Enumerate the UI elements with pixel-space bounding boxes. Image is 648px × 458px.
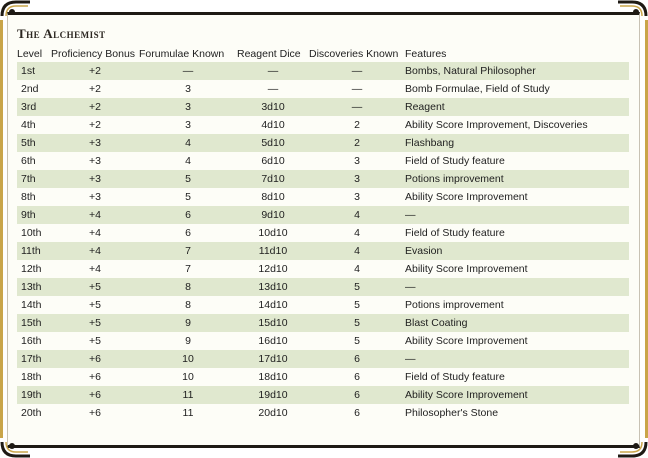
cell-reagent: 6d10 <box>261 155 285 167</box>
cell-level: 6th <box>21 155 36 167</box>
table-row <box>17 314 629 332</box>
table-row <box>17 296 629 314</box>
cell-features: Ability Score Improvement <box>405 263 528 275</box>
cell-discoveries: 6 <box>309 386 405 404</box>
cell-discoveries: 3 <box>354 155 360 167</box>
cell-features: Ability Score Improvement <box>405 191 528 203</box>
cell-discoveries: 5 <box>354 299 360 311</box>
table-row <box>17 224 629 242</box>
cell-proficiency: +4 <box>89 263 101 275</box>
cell-formulae: 3 <box>185 119 191 131</box>
cell-reagent: 8d10 <box>261 191 285 203</box>
cell-features: Bomb Formulae, Field of Study <box>405 83 550 95</box>
cell-level: 1st <box>17 62 51 80</box>
table-row <box>17 404 629 422</box>
cell-formulae: 5 <box>139 170 237 188</box>
corner-ornament-top-left <box>2 2 30 16</box>
cell-features: Ability Score Improvement, Discoveries <box>405 119 588 131</box>
table-row <box>17 152 629 170</box>
cell-reagent: 12d10 <box>258 263 288 275</box>
cell-proficiency: +2 <box>89 83 101 95</box>
cell-features: Potions improvement <box>405 170 629 188</box>
table-row <box>17 116 629 134</box>
cell-reagent: 17d10 <box>237 350 309 368</box>
cell-formulae: 9 <box>139 314 237 332</box>
cell-proficiency: +6 <box>51 386 139 404</box>
cell-features: Flashbang <box>405 134 629 152</box>
cell-proficiency: +3 <box>51 134 139 152</box>
table-row <box>17 368 629 386</box>
cell-formulae: 4 <box>185 155 191 167</box>
table-row <box>17 134 629 152</box>
cell-formulae: 6 <box>185 227 191 239</box>
cell-discoveries: — <box>309 98 405 116</box>
cell-reagent: 5d10 <box>237 134 309 152</box>
cell-level: 2nd <box>21 83 39 95</box>
cell-reagent: — <box>237 62 309 80</box>
cell-formulae: 11 <box>139 386 237 404</box>
header-proficiency: Proficiency Bonus <box>51 48 136 60</box>
cell-reagent: 16d10 <box>258 335 288 347</box>
cell-features: Ability Score Improvement <box>405 386 629 404</box>
cell-level: 9th <box>17 206 51 224</box>
cell-reagent: 11d10 <box>237 242 309 260</box>
cell-features: Blast Coating <box>405 314 629 332</box>
cell-discoveries: 3 <box>354 191 360 203</box>
cell-proficiency: +5 <box>89 335 101 347</box>
cell-reagent: 10d10 <box>258 227 288 239</box>
cell-reagent: 14d10 <box>258 299 288 311</box>
cell-discoveries: 4 <box>354 227 360 239</box>
cell-reagent: 7d10 <box>237 170 309 188</box>
cell-formulae: 3 <box>139 98 237 116</box>
cell-level: 17th <box>17 350 51 368</box>
cell-formulae: 8 <box>185 299 191 311</box>
cell-formulae: 10 <box>182 371 194 383</box>
cell-reagent: 19d10 <box>237 386 309 404</box>
header-discoveries: Discoveries Known <box>309 48 399 60</box>
cell-discoveries: 5 <box>354 335 360 347</box>
cell-features: — <box>405 206 629 224</box>
cell-discoveries: 4 <box>354 263 360 275</box>
cell-features: Philosopher's Stone <box>405 407 499 419</box>
cell-formulae: 7 <box>139 242 237 260</box>
header-reagent: Reagent Dice <box>237 48 301 60</box>
table-body <box>17 62 629 422</box>
cell-level: 3rd <box>17 98 51 116</box>
table-row <box>17 62 629 80</box>
cell-features: Bombs, Natural Philosopher <box>405 62 629 80</box>
header-formulae: Forumulae Known <box>139 48 225 60</box>
cell-features: Field of Study feature <box>405 371 505 383</box>
cell-proficiency: +6 <box>51 350 139 368</box>
cell-discoveries: 5 <box>309 314 405 332</box>
cell-formulae: 10 <box>139 350 237 368</box>
header-level: Level <box>17 48 43 60</box>
cell-features: — <box>405 350 629 368</box>
cell-features: Field of Study feature <box>405 155 505 167</box>
cell-proficiency: +2 <box>51 98 139 116</box>
cell-proficiency: +6 <box>89 371 101 383</box>
table-row <box>17 386 629 404</box>
cell-level: 8th <box>21 191 36 203</box>
cell-proficiency: +3 <box>89 191 101 203</box>
cell-discoveries: 4 <box>309 242 405 260</box>
cell-formulae: 11 <box>182 407 194 419</box>
cell-level: 16th <box>21 335 42 347</box>
cell-proficiency: +5 <box>89 299 101 311</box>
cell-proficiency: +4 <box>89 227 101 239</box>
cell-formulae: — <box>139 62 237 80</box>
table-row <box>17 278 629 296</box>
cell-formulae: 5 <box>185 191 191 203</box>
cell-level: 5th <box>17 134 51 152</box>
cell-proficiency: +6 <box>89 407 101 419</box>
cell-features: Field of Study feature <box>405 227 505 239</box>
cell-proficiency: +3 <box>89 155 101 167</box>
cell-discoveries: 6 <box>354 371 360 383</box>
cell-discoveries: 2 <box>354 119 360 131</box>
cell-proficiency: +4 <box>51 206 139 224</box>
cell-level: 13th <box>17 278 51 296</box>
cell-discoveries: — <box>351 83 363 95</box>
cell-proficiency: +5 <box>51 314 139 332</box>
cell-level: 12th <box>21 263 42 275</box>
table-row <box>17 188 629 206</box>
table-row <box>17 350 629 368</box>
cell-proficiency: +3 <box>51 170 139 188</box>
cell-reagent: 9d10 <box>237 206 309 224</box>
cell-formulae: 3 <box>185 83 191 95</box>
corner-ornament-top-right <box>618 2 646 16</box>
table-row <box>17 98 629 116</box>
cell-features: Reagent <box>405 98 629 116</box>
cell-formulae: 7 <box>185 263 191 275</box>
cell-discoveries: 3 <box>309 170 405 188</box>
cell-formulae: 9 <box>185 335 191 347</box>
cell-level: 10th <box>21 227 42 239</box>
cell-features: Potions improvement <box>405 299 504 311</box>
cell-reagent: 18d10 <box>258 371 288 383</box>
cell-reagent: 3d10 <box>237 98 309 116</box>
header-features: Features <box>405 48 447 60</box>
corner-ornament-bottom-left <box>2 442 30 456</box>
cell-proficiency: +5 <box>51 278 139 296</box>
left-edge-strip <box>0 20 3 438</box>
cell-level: 20th <box>21 407 42 419</box>
cell-level: 14th <box>21 299 42 311</box>
cell-discoveries: 5 <box>309 278 405 296</box>
cell-discoveries: 2 <box>309 134 405 152</box>
cell-discoveries: — <box>309 62 405 80</box>
cell-reagent: 13d10 <box>237 278 309 296</box>
cell-level: 18th <box>21 371 42 383</box>
cell-level: 19th <box>17 386 51 404</box>
alchemist-table <box>17 46 629 422</box>
cell-formulae: 4 <box>139 134 237 152</box>
table-row <box>17 260 629 278</box>
cell-reagent: 4d10 <box>261 119 285 131</box>
cell-discoveries: 6 <box>309 350 405 368</box>
table-header-row <box>17 46 629 62</box>
table-row <box>17 242 629 260</box>
cell-proficiency: +2 <box>51 62 139 80</box>
cell-discoveries: 4 <box>309 206 405 224</box>
cell-level: 4th <box>21 119 36 131</box>
table-row <box>17 80 629 98</box>
table-title: The Alchemist <box>17 26 106 41</box>
cell-discoveries: 6 <box>354 407 360 419</box>
table-row <box>17 332 629 350</box>
cell-level: 11th <box>17 242 51 260</box>
cell-proficiency: +2 <box>89 119 101 131</box>
table-row <box>17 170 629 188</box>
cell-proficiency: +4 <box>51 242 139 260</box>
cell-level: 7th <box>17 170 51 188</box>
cell-level: 15th <box>17 314 51 332</box>
cell-features: Ability Score Improvement <box>405 335 528 347</box>
table-row <box>17 206 629 224</box>
cell-formulae: 8 <box>139 278 237 296</box>
cell-features: Evasion <box>405 242 629 260</box>
cell-features: — <box>405 278 629 296</box>
cell-reagent: — <box>267 83 279 95</box>
cell-reagent: 15d10 <box>237 314 309 332</box>
cell-formulae: 6 <box>139 206 237 224</box>
cell-reagent: 20d10 <box>258 407 288 419</box>
corner-ornament-bottom-right <box>618 442 646 456</box>
